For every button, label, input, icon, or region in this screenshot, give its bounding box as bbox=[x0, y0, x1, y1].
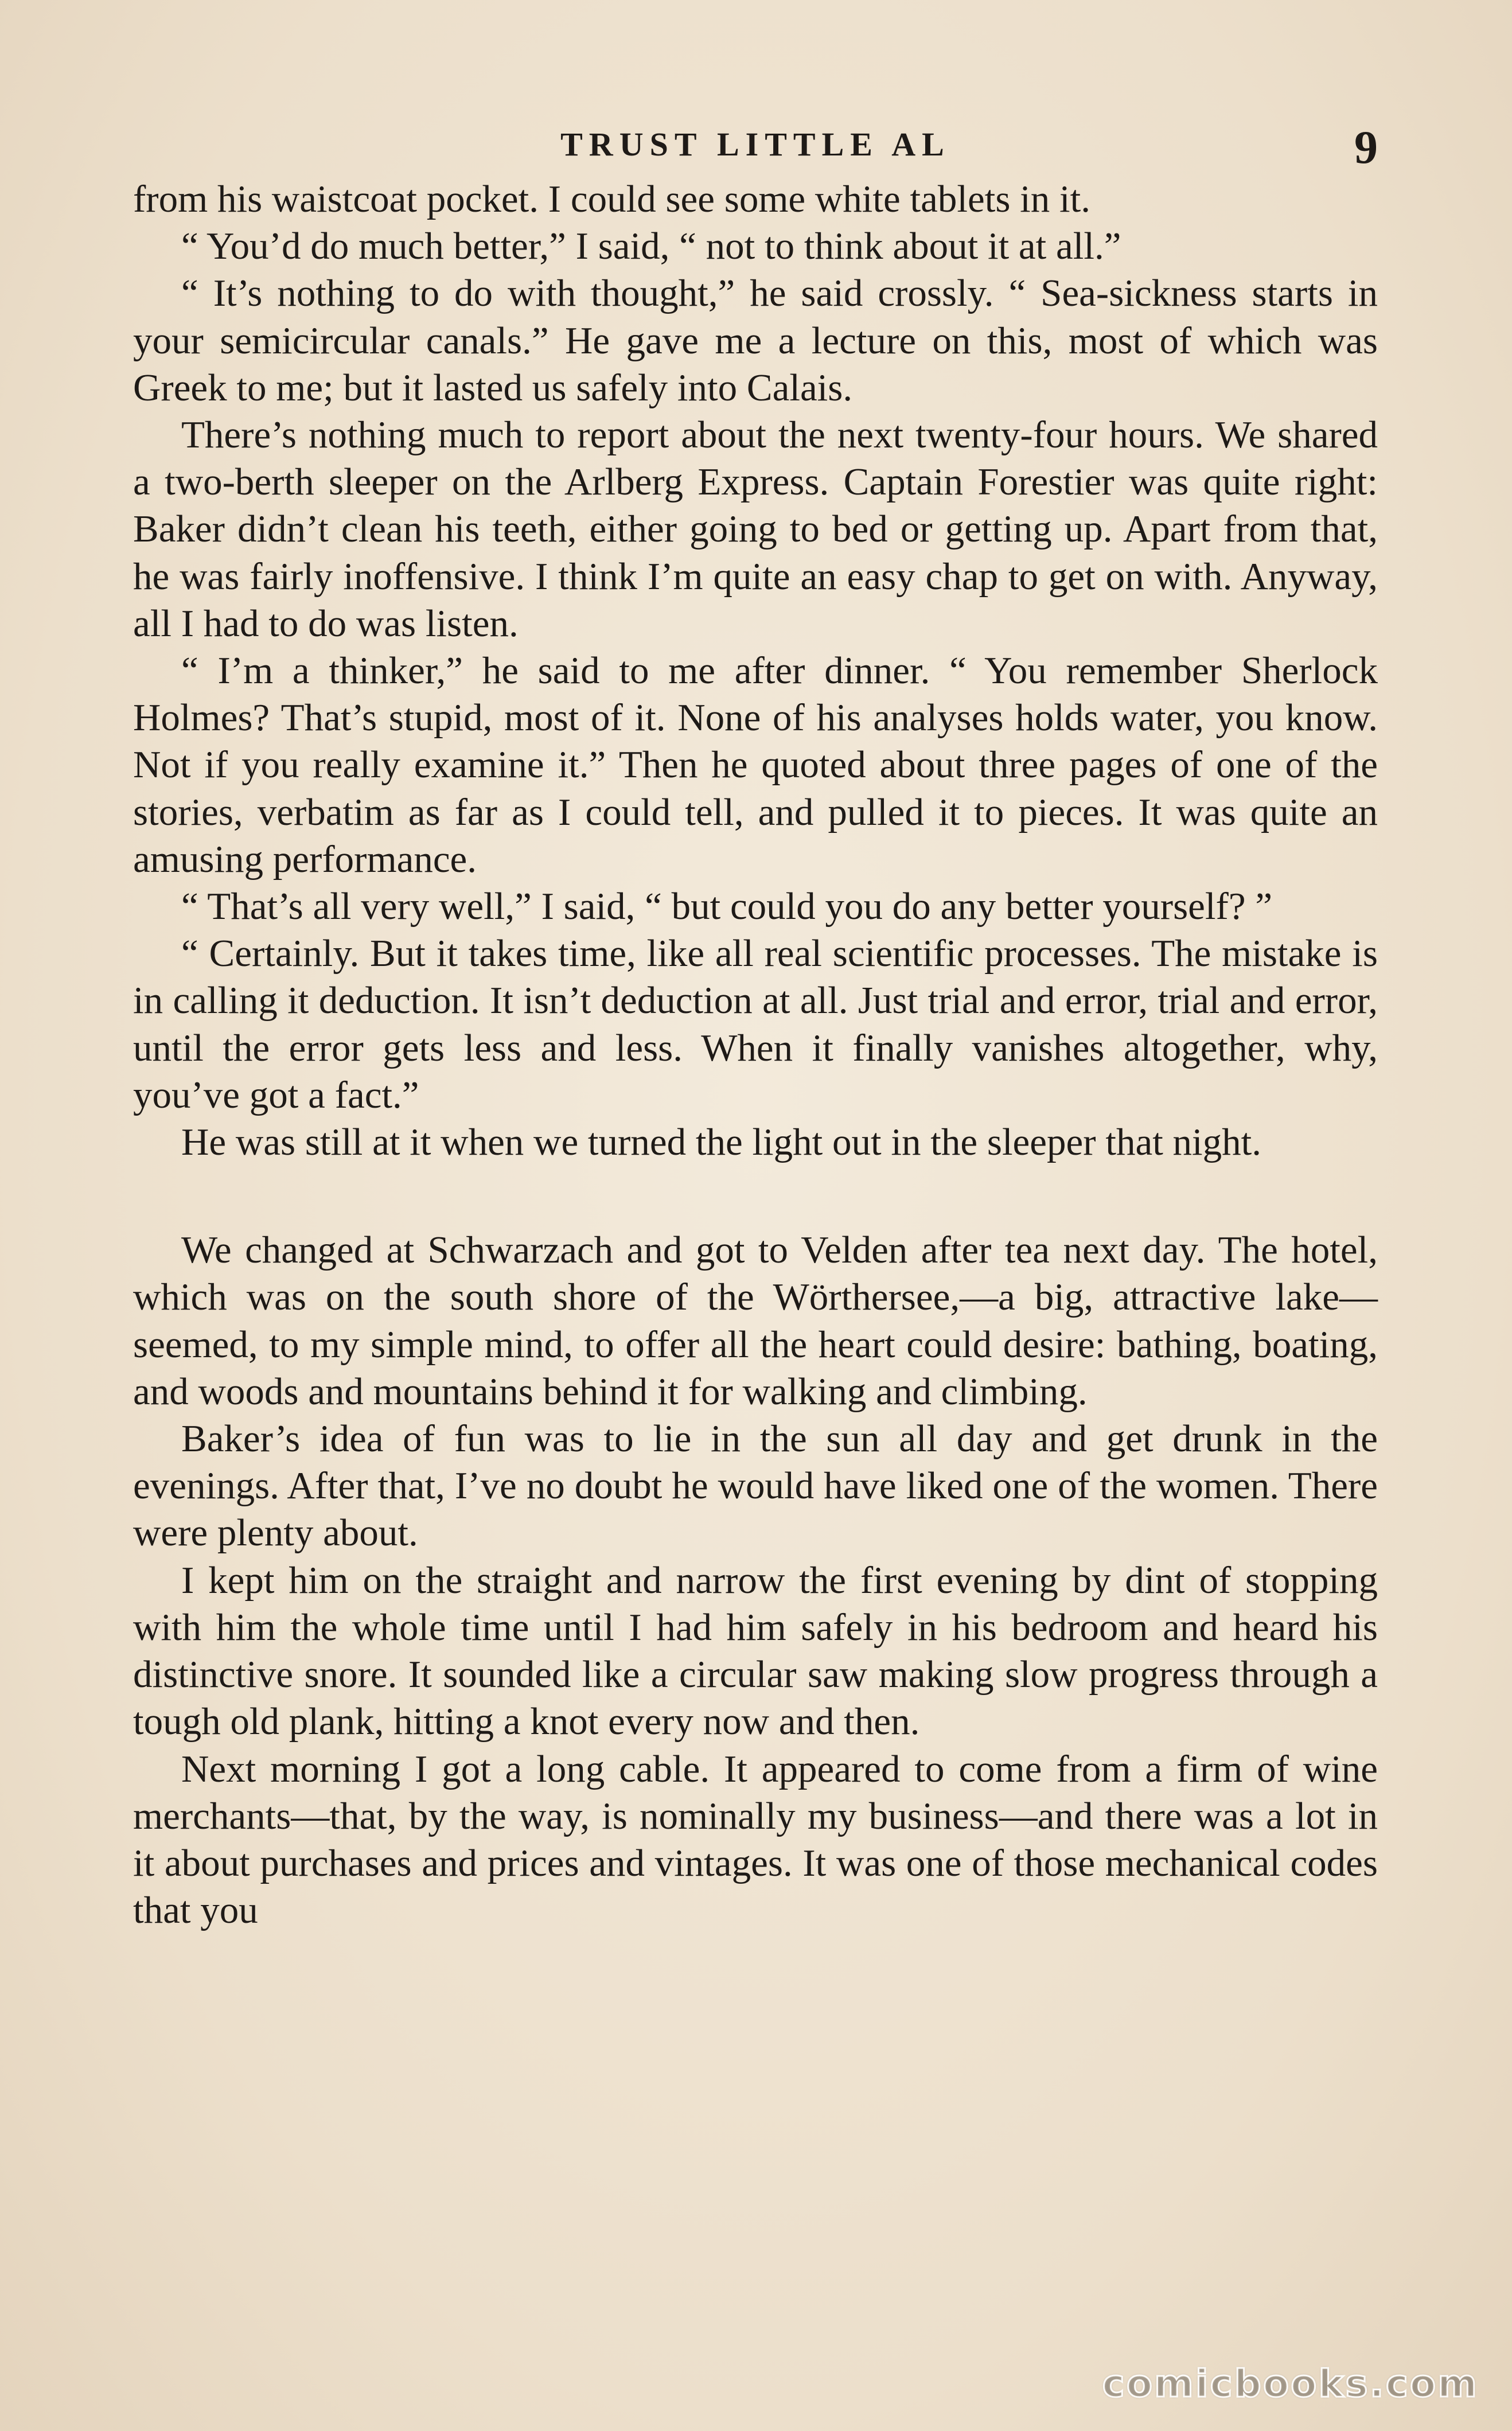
watermark-logo: comicbooks.com bbox=[1102, 2362, 1479, 2406]
paragraph: Baker’s idea of fun was to lie in the sun all day and get drunk in the evenings. After that, I’ve no doubt he would have liked one of the women. There were plenty about. bbox=[133, 1417, 1378, 1555]
paragraph: We changed at Schwarzach and got to Velden after tea next day. The hotel, which was on the south shore of the Wörthersee,—a big, attractive lake—seemed, to my simple mind, to offer all the heart could desire: bathing, boating, and woods and mountains behind it for walking and climbing. bbox=[133, 1229, 1378, 1413]
paragraph: “ I’m a thinker,” he said to me after dinner. “ You remember Sherlock Holmes? That’s stupid, most of it. None of his analyses holds water, you know. Not if you really examine it.” Then he quoted about three pages of one of the stories, verbatim as far as I could tell, and pulled it to pieces. It was quite an amusing performance. bbox=[133, 649, 1378, 881]
running-head bbox=[133, 120, 1378, 172]
paragraph: There’s nothing much to report about the next twenty-four hours. We shared a two-berth sleeper on the Arlberg Express. Captain Forestier was quite right: Baker didn’t clean his teeth, either going to bed or getting up. Apart from that, he was fairly inoffensive. I think I’m quite an easy chap to get on with. Anyway, all I had to do was listen. bbox=[133, 414, 1378, 645]
paragraph: Next morning I got a long cable. It appeared to come from a firm of wine merchants—that, by the way, is nominally my business—and there was a lot in it about purchases and prices and vintages. It was one of those mechanical codes that you bbox=[133, 1747, 1378, 1932]
paragraph: “ Certainly. But it takes time, like all real scientific processes. The mistake is in calling it deduction. It isn’t deduction at all. Just trial and error, trial and error, until the error gets less and less. When it finally vanishes altogether, why, you’ve got a fact.” bbox=[133, 932, 1378, 1116]
section-break bbox=[133, 1166, 1378, 1226]
running-title: TRUST LITTLE AL bbox=[560, 126, 950, 163]
paragraph: He was still at it when we turned the light out in the sleeper that night. bbox=[181, 1121, 1262, 1164]
paragraph: “ You’d do much better,” I said, “ not to think about it at all.” bbox=[181, 225, 1121, 268]
page-number: 9 bbox=[1354, 121, 1378, 173]
paragraph: “ That’s all very well,” I said, “ but could you do any better yourself? ” bbox=[181, 885, 1273, 928]
paragraph: “ It’s nothing to do with thought,” he said crossly. “ Sea-sickness starts in your semicircular canals.” He gave me a lecture on this, most of which was Greek to me; but it lasted us safely into Calais. bbox=[133, 272, 1378, 409]
paragraph: from his waistcoat pocket. I could see some white tablets in it. bbox=[133, 178, 1091, 220]
paragraph: I kept him on the straight and narrow the first evening by dint of stopping with him the whole time until I had him safely in his bedroom and heard his distinctive snore. It sounded like a circular saw making slow progress through a tough old plank, hitting a knot every now and then. bbox=[133, 1559, 1378, 1743]
body-text bbox=[133, 176, 1378, 1934]
